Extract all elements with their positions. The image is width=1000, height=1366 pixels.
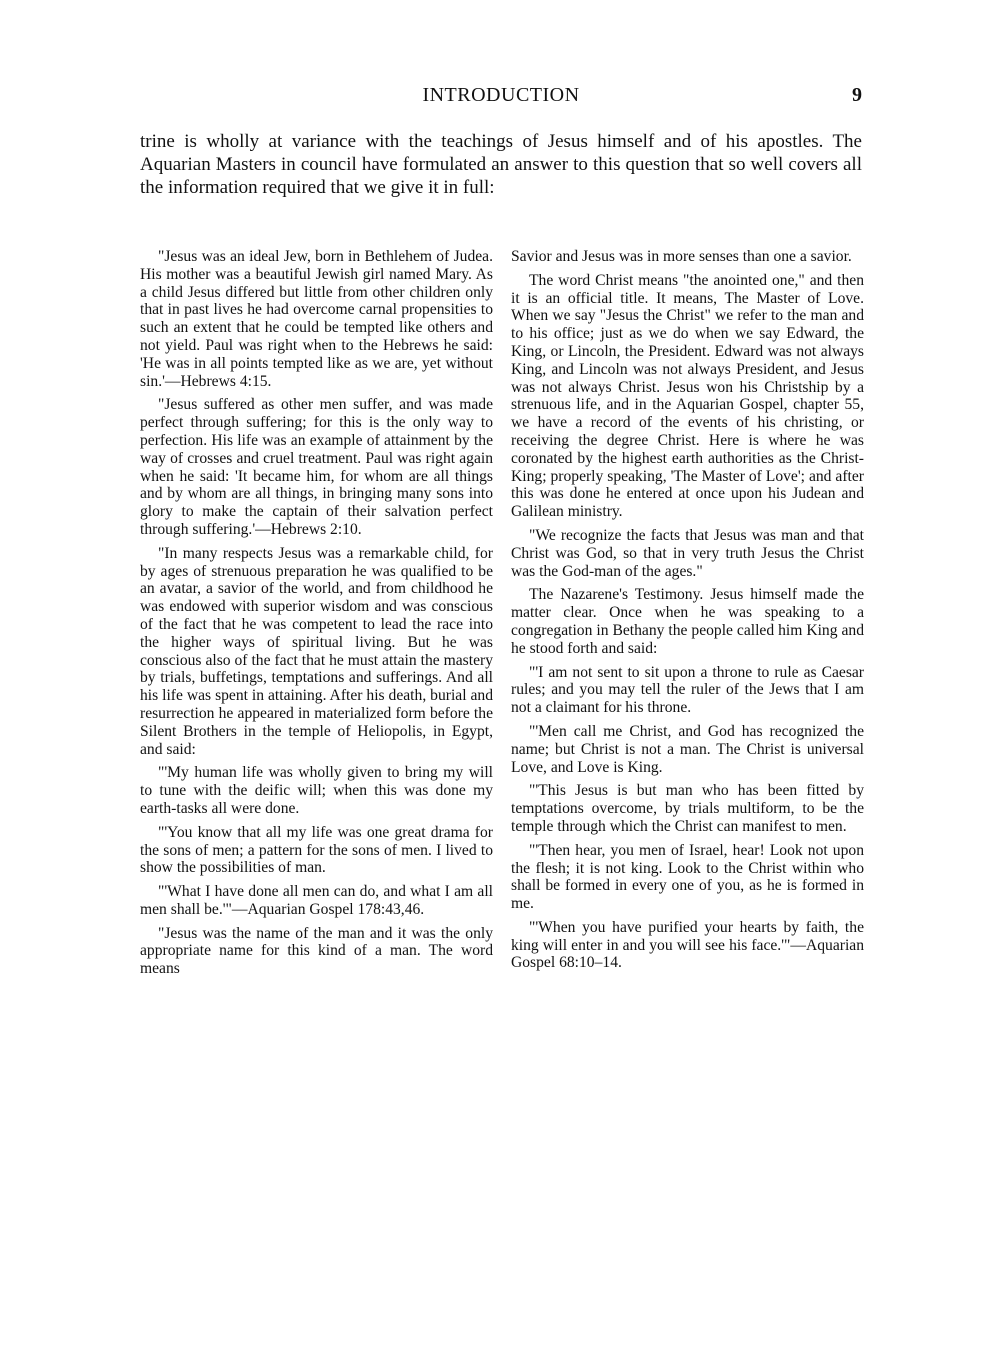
paragraph: "'Then hear, you men of Israel, hear! Look not upon the flesh; it is not king. Look to the Christ within who shall be formed in every one of you, as he is formed in me. <box>511 841 864 913</box>
paragraph: The word Christ means "the anointed one," and then it is an official title. It means, The Master of Love. When we say "Jesus the Christ" we refer to the man and to his office; just as we do when we say Edward, the King, or Lincoln, the President. Edward was not always King, and Lincoln was not always President, and Jesus was not always Christ. Jesus won his Christship by a strenuous life, and in the Aquarian Gospel, chapter 55, we have a record of the events of his christing, or receiving the degree Christ. Here is where he was coronated by the highest earth authorities as the Christ-King; properly speaking, 'The Master of Love'; and after this was done he entered at once upon his Judean and Galilean ministry. <box>511 271 864 521</box>
paragraph: "In many respects Jesus was a remarkable child, for by ages of strenuous preparation he was qualified to be an avatar, a savior of the world, and from childhood he was endowed with superior wisdom and was conscious of the fact that he was competent to lead the race into the higher ways of spiritual living. But he was conscious also of the fact that he must attain the mastery by trials, buffetings, temptations and sufferings. And all his life was spent in attaining. After his death, burial and resurrection he appeared in materialized form before the Silent Brothers in the temple of Heliopolis, in Egypt, and said: <box>140 544 493 758</box>
paragraph: "'When you have purified your hearts by faith, the king will enter in and you will see his face.'"—Aquarian Gospel 68:10–14. <box>511 918 864 972</box>
page-header <box>140 84 862 110</box>
paragraph: "'I am not sent to sit upon a throne to rule as Caesar rules; and you may tell the ruler of the Jews that I am not a claimant for his throne. <box>511 663 864 717</box>
paragraph: "'Men call me Christ, and God has recognized the name; but Christ is not a man. The Christ is universal Love, and Love is King. <box>511 722 864 776</box>
intro-paragraph: trine is wholly at variance with the teachings of Jesus himself and of his apostles. The Aquarian Masters in council have formulated an answer to this question that so well covers all the information required that we give it in full: <box>140 131 862 198</box>
paragraph: "'This Jesus is but man who has been fitted by temptations overcome, by trials multiform, to be the temple through which the Christ can manifest to men. <box>511 782 864 835</box>
page-number: 9 <box>852 84 862 106</box>
paragraph: The Nazarene's Testimony. Jesus himself made the matter clear. Once when he was speaking to a congregation in Bethany the people called him King and he stood forth and said: <box>511 586 864 657</box>
paragraph: "'What I have done all men can do, and what I am all men shall be.'"—Aquarian Gospel 178:43,46. <box>140 883 493 918</box>
paragraph-continuation: Savior and Jesus was in more senses than one a savior. <box>511 248 852 265</box>
running-title: INTRODUCTION <box>422 84 580 106</box>
right-column <box>511 248 864 978</box>
paragraph: "Jesus suffered as other men suffer, and was made perfect through suffering; for this is the only way to perfection. His life was an example of attainment by the way of crosses and cruel treatment. Paul was right again when he said: 'It became him, for whom are all things and by whom are all things, in bringing many sons into glory to make the captain of their salvation perfect through suffering.'—Hebrews 2:10. <box>140 396 493 538</box>
paragraph: "Jesus was the name of the man and it was the only appropriate name for this kind of a man. The word means <box>140 924 493 978</box>
paragraph: "'You know that all my life was one great drama for the sons of men; a pattern for the sons of men. I lived to show the possibilities of man. <box>140 823 493 877</box>
paragraph: "'My human life was wholly given to bring my will to tune with the deific will; when this was done my earth-tasks all were done. <box>140 764 493 817</box>
paragraph: "Jesus was an ideal Jew, born in Bethlehem of Judea. His mother was a beautiful Jewish girl named Mary. As a child Jesus differed but little from other children only that in past lives he had overcome carnal propensities to such an extent that he could be tempted like others and not yield. Paul was right when to the Hebrews he said: 'He was in all points tempted like as we are, yet without sin.'—Hebrews 4:15. <box>140 248 493 390</box>
paragraph: "We recognize the facts that Jesus was man and that Christ was God, so that in very truth Jesus the Christ was the God-man of the ages." <box>511 526 864 580</box>
left-column <box>140 248 493 984</box>
